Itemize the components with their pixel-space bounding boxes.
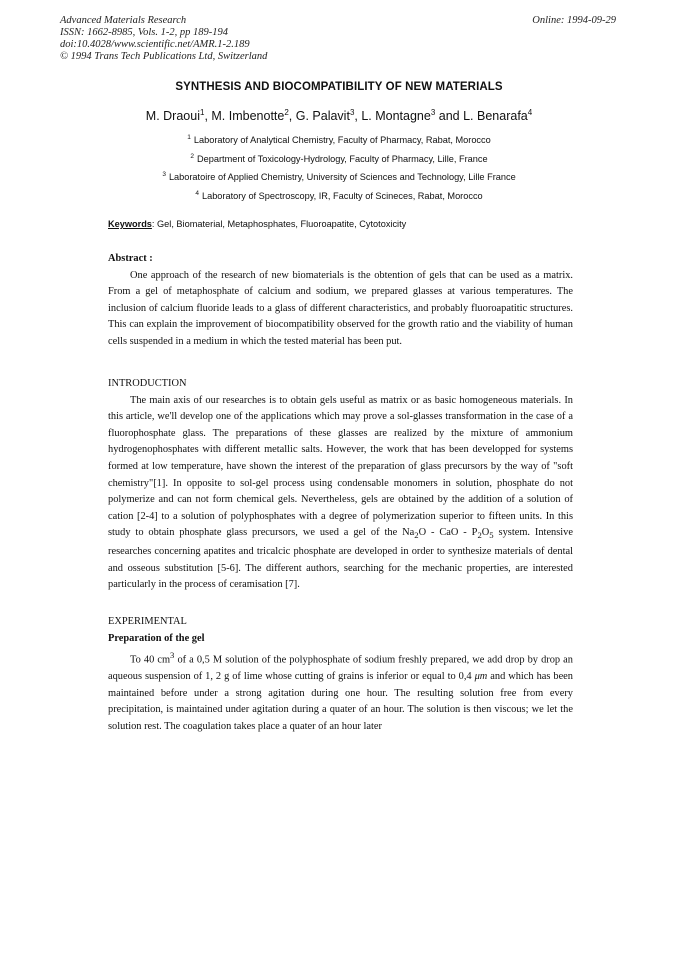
journal-name: Advanced Materials Research <box>60 15 187 26</box>
exp-text-b: of a 0,5 M solution of the polyphosphate of sodium freshly prepared, we add drop by drop an aqueous suspension of 1, 2 g of lime whose cutting of grains is inferior or equal to 0,4 <box>108 654 573 683</box>
affiliation-list <box>0 130 678 204</box>
formula-o: O <box>481 527 490 539</box>
affiliation-number: 3 <box>162 171 166 179</box>
keywords-text: : Gel, Biomaterial, Metaphosphates, Fluoroapatite, Cytotoxicity <box>151 219 407 229</box>
author-affil-mark: 1 <box>199 108 205 117</box>
author-affil-mark: 3 <box>349 108 355 117</box>
author-separator: and <box>435 109 464 124</box>
abstract-paragraph: One approach of the research of new biomaterials is the obtention of gels that can be used as a matrix. From a gel of metaphosphate of calcium and sodium, we prepared glasses at various temperatures. The inclusion of calcium fluoride leads to a glass of different characteristics, and probably fluoroapatitic structures. This can explain the improvement of biocompatibility observed for the growth ratio and the viability of human cells suspended in a medium in which the tested material has been put. <box>108 269 573 347</box>
issn-line: ISSN: 1662-8985, Vols. 1-2, pp 189-194 <box>60 27 228 38</box>
affiliation-text: Laboratory of Spectroscopy, IR, Faculty of Scineces, Rabat, Morocco <box>201 190 483 201</box>
affiliation-number: 1 <box>187 134 191 141</box>
copyright-line: © 1994 Trans Tech Publications Ltd, Switzerland <box>60 51 268 62</box>
affiliation-text: Department of Toxicology-Hydrology, Faculty of Pharmacy, Lille, France <box>197 153 488 164</box>
affiliation-number: 4 <box>195 189 199 197</box>
affiliation-line <box>0 186 678 205</box>
doi-line: doi:10.4028/www.scientific.net/AMR.1-2.189 <box>60 39 250 50</box>
author-separator: , <box>354 109 362 124</box>
author-name: L. Montagne <box>361 109 431 124</box>
author-affil-mark: 4 <box>527 108 533 117</box>
affiliation-line <box>0 130 678 149</box>
author-name: M. Draoui <box>145 109 200 124</box>
abstract-heading: Abstract : <box>108 253 153 264</box>
journal-header <box>60 15 267 63</box>
online-date: Online: 1994-09-29 <box>532 15 616 26</box>
paper-title: SYNTHESIS AND BIOCOMPATIBILITY OF NEW MATERIALS <box>175 81 503 93</box>
formula-na: Na <box>402 527 415 539</box>
introduction-heading: INTRODUCTION <box>108 378 187 389</box>
author-affil-mark: 3 <box>430 108 436 117</box>
author-separator: , <box>288 109 296 124</box>
exp-micrometer-unit: μm <box>474 671 488 683</box>
author-name: G. Palavit <box>295 109 350 124</box>
exp-superscript: 3 <box>170 650 175 661</box>
introduction-paragraph <box>108 393 573 594</box>
affiliation-line <box>0 167 678 186</box>
abstract-section <box>108 251 573 351</box>
formula-mid: O - CaO - P <box>418 527 478 539</box>
experimental-section <box>108 614 573 736</box>
experimental-paragraph <box>108 647 573 735</box>
exp-text-a: To 40 cm <box>130 654 171 666</box>
preparation-subheading: Preparation of the gel <box>108 632 205 644</box>
author-name: L. Benarafa <box>463 109 528 124</box>
formula-sub: 2 <box>477 530 482 541</box>
author-list <box>0 108 678 123</box>
formula-sub: 2 <box>414 530 419 541</box>
exp-text-c: and which has been maintained before under a strong agitation during one hour. The resulting solution free from every precipitation, is maintained under agitation during a quater of an hour. The solution is then viscous; we let the solution rest. The coagulation takes place a quater of an hour later <box>108 671 573 733</box>
author-name: M. Imbenotte <box>211 109 285 124</box>
formula-sub: 5 <box>489 530 494 541</box>
keywords-line <box>108 219 406 229</box>
affiliation-line <box>0 149 678 168</box>
keywords-label: Keywords <box>108 219 152 229</box>
experimental-heading: EXPERIMENTAL <box>108 616 187 627</box>
affiliation-text: Laboratory of Analytical Chemistry, Faculty of Pharmacy, Rabat, Morocco <box>193 135 491 146</box>
author-affil-mark: 2 <box>284 108 289 117</box>
affiliation-text: Laboratoire of Applied Chemistry, University of Sciences and Technology, Lille France <box>168 172 516 183</box>
introduction-section <box>108 376 573 594</box>
author-separator: , <box>204 109 212 124</box>
intro-text-part1: The main axis of our researches is to obtain gels useful as matrix or as basic homogeneous materials. In this article, we'll develop one of the applications which may prove a sol-glasses transformation in the case of a fluorophosphate glass. The preparations of these glasses are realized by the mixture of ammonium hydrogenophosphates with different metallic salts. However, the work that has been developped for systems formed at low temperature, have shown the interest of the preparation of glass precursors by the way of "soft chemistry"[1]. In opposite to sol-gel process using condensable monomers in solution, phosphate do not polymerize and can not form chemical gels. Nevertheless, gels are obtained by the addition of a solution of cation [2-4] to a solution of polyphosphates with a degree of polymerization superior to fifteen units. In this study to obtain phosphate glass precursors, we used a gel of the <box>108 394 573 539</box>
intro-text-part2: system. Intensive researches concerning apatites and tricalcic phosphate are developed in order to synthesize materials of dental and osseous substitution [5-6]. The different authors, searching for the mechanic properties, are interested particularly in the process of ceramisation [7]. <box>108 527 573 591</box>
affiliation-number: 2 <box>190 152 195 160</box>
